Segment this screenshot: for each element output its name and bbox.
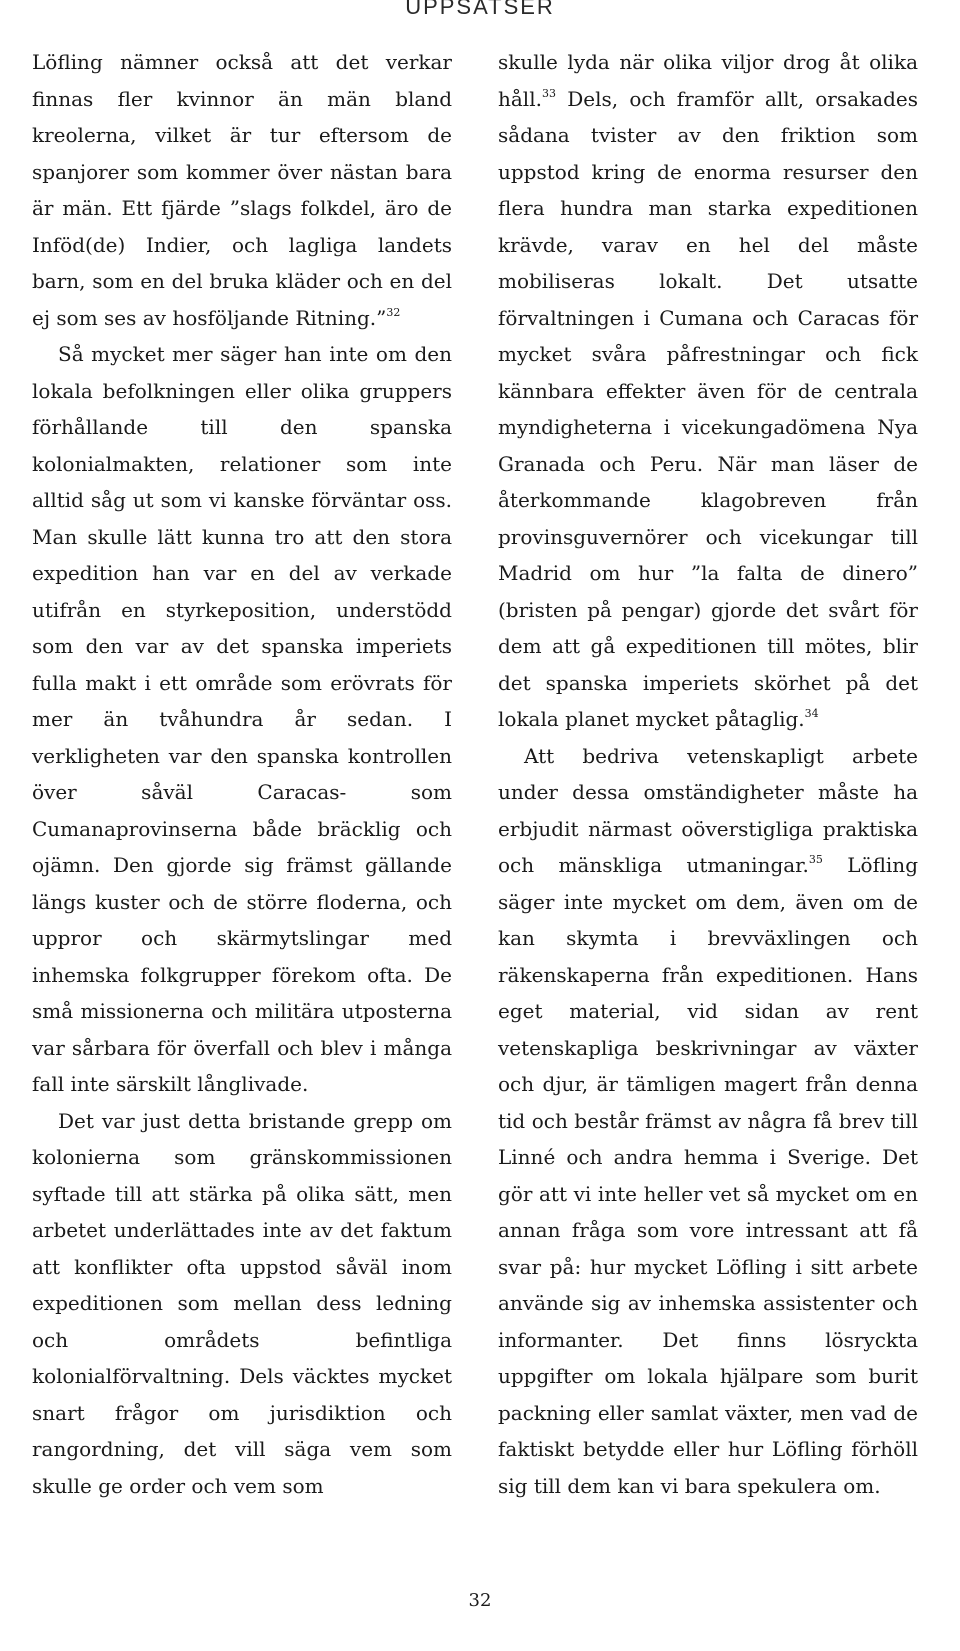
paragraph-text: Så mycket mer säger han inte om den lokala befolkningen eller olika gruppers förhållande till den spanska kolonialmakten, relationer som inte alltid såg ut som vi kanske förväntar oss. Man skulle lätt kunna tro att den stora expedition han var en del av verkade utifrån en styrkeposition, understödd som den var av det spanska imperiets fulla makt i ett område som erövrats för mer än tvåhundra år sedan. I verkligheten var den spanska kontrollen över såväl Caracas- som Cumanaprovinserna både bräcklig och ojämn. Den gjorde sig främst gällande längs kuster och de större floderna, och uppror och skärmytslingar med inhemska folkgrupper förekom ofta. De små missionerna och militära utposterna var sårbara för överfall och blev i många fall inte särskilt långlivade.	[32, 342, 452, 1096]
page-number: 32	[468, 1590, 492, 1611]
footnote-ref[interactable]: 34	[804, 707, 819, 720]
running-head: UPPSATSER	[405, 0, 555, 19]
footnote-ref[interactable]: 32	[386, 305, 401, 319]
footnote-ref[interactable]: 35	[808, 853, 823, 866]
paragraph-text: Det var just detta bristande grepp om kolonierna som gränskommissionen syftade till att stärka på olika sätt, men arbetet underlättades inte av det faktum att konflikter ofta uppstod såväl inom expeditionen som mellan dess ledning och områdets befintliga kolonialförvaltning. Dels väcktes mycket snart frågor om jurisdiktion och rangordning, det vill säga vem som skulle ge order och vem som	[32, 1108, 452, 1498]
paragraph	[32, 1103, 452, 1505]
paragraph	[32, 44, 452, 336]
paragraph	[498, 738, 918, 1505]
paragraph-text: Löfling säger inte mycket om dem, även om de kan skymta i brevväxlingen och räkenskaperna från expeditionen. Hans eget material, vid sidan av rent vetenskapliga beskrivningar av växter och djur, är tämligen magert från denna tid och består främst av några få brev till Linné och andra hemma i Sverige. Det gör att vi inte heller vet så mycket om en annan fråga som vore intressant att få svar på: hur mycket Löfling i sitt arbete använde sig av inhemska assistenter och informanter. Det finns lösryckta uppgifter om lokala hjälpare som burit packning eller samlat växter, men vad de faktiskt betydde eller hur Löfling förhöll sig till dem kan vi bara spekulera om.	[498, 853, 918, 1498]
paragraph-text: Löfling nämner också att det verkar finnas fler kvinnor än män bland kreolerna, vilket är tur eftersom de spanjorer som kommer över nästan bara är män. Ett fjärde ”slags folkdel, äro de Inföd(de) Indier, och lagliga landets barn, som en del bruka kläder och en del ej som ses av hosföljande Ritning.”	[32, 50, 452, 330]
paragraph-text: Dels, och framför allt, orsakades sådana tvister av den friktion som uppstod kring de enorma resurser den flera hundra man starka expeditionen krävde, varav en hel del måste mobiliseras lokalt. Det utsatte förvaltningen i Cumana och Caracas för mycket svåra påfrestningar och fick kännbara effekter även för de centrala myndigheterna i vicekungadömena Nya Granada och Peru. När man läser de återkommande klagobreven från provinsguvernörer och vicekungar till Madrid om hur ”la falta de dinero” (bristen på pengar) gjorde det svårt för dem att gå expeditionen till mötes, blir det spanska imperiets skörhet på det lokala planet mycket påtaglig.	[498, 86, 918, 731]
right-column	[498, 44, 918, 1504]
paragraph	[498, 44, 918, 738]
paragraph-text: skulle lyda när olika viljor drog åt olika håll.	[498, 50, 918, 111]
footnote-ref[interactable]: 33	[541, 86, 556, 100]
left-column	[32, 44, 452, 1504]
paragraph	[32, 336, 452, 1103]
paragraph-text: Att bedriva vetenskapligt arbete under dessa omständigheter måste ha erbjudit närmast oöverstigliga praktiska och mänskliga utmaningar.	[498, 743, 918, 877]
